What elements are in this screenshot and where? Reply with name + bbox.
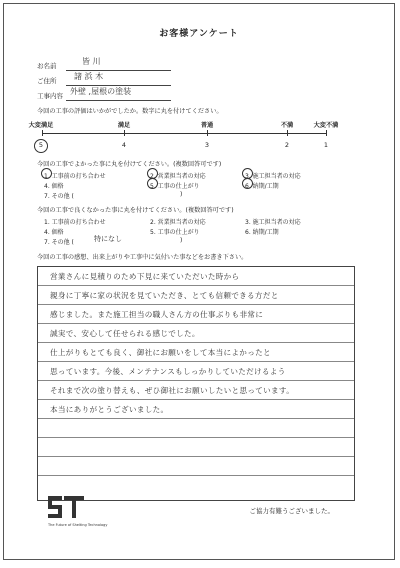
address-value[interactable]: 諸 浜 木 <box>74 72 104 81</box>
scale-tick-3 <box>207 130 208 136</box>
q2-option-6[interactable]: 6. 納期/工期 <box>245 183 279 190</box>
q2-option-1[interactable]: 1. 工事前の打ち合わせ <box>44 173 106 180</box>
scale-tick-4 <box>124 130 125 136</box>
q2-circle-1 <box>41 168 52 179</box>
q3-option-7[interactable]: 7. その他 ( <box>44 239 74 246</box>
logo-mark-icon <box>48 496 88 518</box>
comment-line: 仕上がりもとても良く、御社にお願いをして本当によかったと <box>50 348 271 357</box>
ruled-line <box>38 285 354 286</box>
ruled-line <box>38 323 354 324</box>
q2-option-7[interactable]: 7. その他 ( <box>44 193 74 200</box>
q3-option-5[interactable]: 5. 工事の仕上がり <box>150 229 200 236</box>
ruled-line <box>38 342 354 343</box>
q2-circle-5 <box>147 178 158 189</box>
q2-circle-6 <box>242 178 253 189</box>
work-value[interactable]: 外壁 ,屋根の塗装 <box>70 87 132 96</box>
comment-line: 営業さんに見積りのため下見に来ていただいた時から <box>50 272 240 281</box>
q3-option-7-close: ) <box>180 237 183 244</box>
scale-label-2: 不満 <box>280 122 294 129</box>
scale-number-5[interactable]: 5 <box>38 141 44 149</box>
scale-label-4: 満足 <box>117 122 131 129</box>
address-label: ご住所 <box>37 77 57 85</box>
comment-line: 誠実で、安心して任せられる感じでした。 <box>50 329 200 338</box>
ruled-line <box>38 304 354 305</box>
ruled-line <box>38 361 354 362</box>
question-2: 今回の工事でよかった事に丸を付けてください。(複数回答可です) <box>37 161 222 168</box>
work-label: 工事内容 <box>37 92 63 100</box>
comment-line: 感じました。また施工担当の職人さん方の仕事ぶりも非常に <box>50 310 264 319</box>
scale-tick-2 <box>287 130 288 136</box>
comment-line: 本当にありがとうございました。 <box>50 405 169 414</box>
scale-number-4[interactable]: 4 <box>121 141 127 149</box>
q2-option-2[interactable]: 2. 営業担当者の対応 <box>150 173 206 180</box>
thanks-text: ご協力有難うございました。 <box>249 507 334 515</box>
q3-option-2[interactable]: 2. 営業担当者の対応 <box>150 219 206 226</box>
scale-label-1: 大変不満 <box>313 122 339 129</box>
ruled-line <box>38 437 354 438</box>
question-1: 今回の工事の評価はいかがでしたか。数字に丸を付けてください。 <box>37 108 223 115</box>
scale-label-5: 大変満足 <box>28 122 54 129</box>
ruled-line <box>38 456 354 457</box>
scale-number-1[interactable]: 1 <box>323 141 329 149</box>
work-line <box>66 100 171 101</box>
company-logo <box>48 496 107 527</box>
comment-line: 親身に丁寧に家の状況を見ていただき、とても信頼できる方だと <box>50 291 279 300</box>
scale-number-3[interactable]: 3 <box>204 141 210 149</box>
scale-label-3: 普通 <box>200 122 214 129</box>
scale-axis <box>42 133 326 134</box>
name-label: お名前 <box>37 62 57 70</box>
ruled-line <box>38 418 354 419</box>
logo-tagline: The Future of Shelting Technology <box>48 523 108 527</box>
q2-option-3[interactable]: 3. 施工担当者の対応 <box>245 173 301 180</box>
question-4: 今回の工事の感想、出来上がりや工事中に気付いた事などをお書き下さい。 <box>37 254 248 261</box>
q2-option-7-close: ) <box>180 191 183 198</box>
ruled-line <box>38 475 354 476</box>
q3-option-3[interactable]: 3. 施工担当者の対応 <box>245 219 301 226</box>
page-title: お客様アンケート <box>159 29 239 39</box>
q3-option-1[interactable]: 1. 工事前の打ち合わせ <box>44 219 106 226</box>
scale-number-2[interactable]: 2 <box>284 141 290 149</box>
q3-option-6[interactable]: 6. 納期/工期 <box>245 229 279 236</box>
question-3: 今回の工事で良くなかった事に丸を付けてください。(複数回答可です) <box>37 207 234 214</box>
name-value[interactable]: 皆 川 <box>82 57 101 66</box>
q2-option-4[interactable]: 4. 価格 <box>44 183 64 190</box>
q3-option-4[interactable]: 4. 価格 <box>44 229 64 236</box>
comment-line: それまで次の塗り替えも、ぜひ御社にお願いしたいと思っています。 <box>50 386 295 395</box>
comment-line: 思っています。今後、メンテナンスもしっかりしていただけるよう <box>50 367 286 376</box>
scale-tick-1 <box>326 130 327 136</box>
q2-option-5[interactable]: 5. 工事の仕上がり <box>150 183 200 190</box>
scale-tick-5 <box>42 130 43 136</box>
comment-box[interactable] <box>37 266 355 501</box>
survey-form <box>3 3 395 560</box>
q3-other-handwritten[interactable]: 特になし <box>94 235 122 243</box>
ruled-line <box>38 399 354 400</box>
ruled-line <box>38 380 354 381</box>
